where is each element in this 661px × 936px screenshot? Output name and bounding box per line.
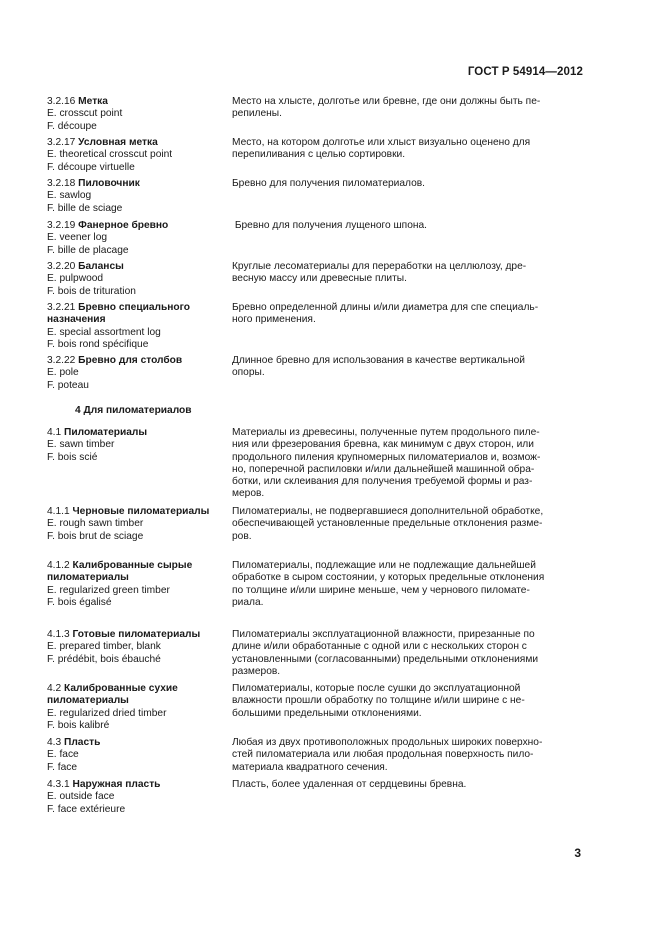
english-equivalent: E. rough sawn timber <box>47 518 144 530</box>
french-equivalent: F. bois kalibré <box>47 719 110 731</box>
term-column <box>47 355 229 392</box>
definition-line: продольного пиления крупномерных пиломатериалов и, возмож- <box>232 451 541 463</box>
definition-line: ного применения. <box>232 314 316 326</box>
definition-line: ния или фрезерования бревна, как минимум с двух сторон, или <box>232 439 534 451</box>
english-equivalent: E. crosscut point <box>47 108 123 120</box>
term-heading <box>47 302 229 314</box>
term-name: Условная метка <box>78 137 158 148</box>
definition-line: Бревно для получения пиломатериалов. <box>232 178 426 189</box>
term-heading <box>47 355 229 367</box>
standard-number-header: ГОСТ Р 54914—2012 <box>467 66 583 78</box>
term-heading <box>47 629 229 641</box>
definition <box>232 220 582 232</box>
french-equivalent: F. face <box>47 761 78 773</box>
definition-line: репилены. <box>232 108 282 120</box>
term-number: 4.2 <box>47 683 62 694</box>
definition <box>232 261 582 286</box>
term-column <box>47 302 229 351</box>
page-number: 3 <box>574 846 581 860</box>
french-equivalent: F. face extérieure <box>47 803 126 815</box>
french-equivalent: F. bille de placage <box>47 244 129 256</box>
definition <box>232 506 582 543</box>
definition-line: влажности прошли обработку по толщине и/или ширине с не- <box>232 695 525 707</box>
term-name: Пиломатериалы <box>64 427 148 438</box>
definition-line: Пиломатериалы эксплуатационной влажности, прирезанные по <box>232 629 535 640</box>
definition <box>232 178 582 190</box>
french-equivalent: F. bois de trituration <box>47 285 136 297</box>
term-heading <box>47 737 229 749</box>
french-equivalent: F. prédébit, bois ébauché <box>47 653 161 665</box>
term-name: Метка <box>78 96 108 107</box>
french-equivalent: F. bois égalisé <box>47 596 112 608</box>
term-number: 3.2.20 <box>47 261 76 272</box>
definition-line: Бревно определенной длины и/или диаметра для спе специаль- <box>232 302 539 313</box>
term-name-continued: пиломатериалы <box>47 572 129 584</box>
definition-line: ботки, или склеивания для получения требуемой формы и раз- <box>232 476 533 488</box>
definition <box>232 629 582 678</box>
section-title: 4 Для пиломатериалов <box>75 405 192 416</box>
definition <box>232 96 582 121</box>
term-column <box>47 427 229 464</box>
term-name-continued: пиломатериалы <box>47 695 129 707</box>
term-number: 3.2.19 <box>47 220 76 231</box>
term-heading <box>47 96 229 108</box>
term-column <box>47 137 229 174</box>
definition-line: Пиломатериалы, не подвергавшиеся дополнительной обработке, <box>232 506 544 517</box>
term-heading <box>47 261 229 273</box>
term-heading <box>47 178 229 190</box>
definition-line: материала квадратного сечения. <box>232 761 388 773</box>
english-equivalent: E. special assortment log <box>47 326 161 338</box>
term-name: Бревно специального <box>78 302 190 313</box>
term-name: Наружная пласть <box>72 779 161 790</box>
english-equivalent: E. sawlog <box>47 190 92 202</box>
term-column <box>47 220 229 257</box>
english-equivalent: E. regularized dried timber <box>47 707 167 719</box>
definition-line: Длинное бревно для использования в качестве вертикальной <box>232 355 525 366</box>
definition <box>232 302 582 327</box>
term-column <box>47 506 229 543</box>
definition-line: стей пиломатериала или любая продольная поверхность пило- <box>232 749 534 761</box>
term-column <box>47 779 229 816</box>
definition-line: размеров. <box>232 665 281 677</box>
french-equivalent: F. poteau <box>47 379 89 391</box>
term-column <box>47 560 229 609</box>
term-heading <box>47 683 229 695</box>
term-number: 3.2.18 <box>47 178 76 189</box>
term-name: Фанерное бревно <box>78 220 169 231</box>
definition <box>232 779 582 791</box>
term-column <box>47 96 229 133</box>
definition <box>232 427 582 501</box>
english-equivalent: E. face <box>47 749 79 761</box>
term-name: Балансы <box>78 261 124 272</box>
definition-line: большими предельными отклонениями. <box>232 707 422 719</box>
french-equivalent: F. bille de sciage <box>47 202 123 214</box>
definition-line: Пласть, более удаленная от сердцевины бревна. <box>232 779 467 790</box>
definition-line: но, поперечной распиловки и/или дальнейшей машинной обра- <box>232 463 535 475</box>
term-number: 3.2.17 <box>47 137 76 148</box>
term-number: 4.1 <box>47 427 62 438</box>
french-equivalent: F. bois brut de sciage <box>47 530 144 542</box>
term-heading <box>47 137 229 149</box>
definition <box>232 683 582 720</box>
definition-line: Любая из двух противоположных продольных широких поверхно- <box>232 737 543 748</box>
definition <box>232 737 582 774</box>
definition <box>232 137 582 162</box>
term-name: Бревно для столбов <box>78 355 183 366</box>
term-heading <box>47 220 229 232</box>
english-equivalent: E. sawn timber <box>47 439 115 451</box>
term-column <box>47 178 229 215</box>
english-equivalent: E. pulpwood <box>47 273 104 285</box>
definition-line: Пиломатериалы, подлежащие или не подлежащие дальнейшей <box>232 560 536 571</box>
definition-line: Место, на котором долготье или хлыст визуально оценено для <box>232 137 531 148</box>
term-column <box>47 737 229 774</box>
english-equivalent: E. outside face <box>47 791 115 803</box>
term-number: 3.2.16 <box>47 96 76 107</box>
definition-line: Материалы из древесины, полученные путем продольного пиле- <box>232 427 540 438</box>
term-column <box>47 261 229 298</box>
definition-line: Круглые лесоматериалы для переработки на целлюлозу, дре- <box>232 261 527 272</box>
english-equivalent: E. regularized green timber <box>47 584 170 596</box>
term-number: 4.3.1 <box>47 779 70 790</box>
english-equivalent: E. veener log <box>47 232 108 244</box>
definition-line: риала. <box>232 596 264 608</box>
term-number: 4.1.1 <box>47 506 70 517</box>
definition-line: обеспечивающей установленные предельные отклонения разме- <box>232 518 543 530</box>
term-name: Пласть <box>64 737 101 748</box>
definition-line: по толщине и/или ширине меньше, чем у чернового пиломате- <box>232 584 530 596</box>
definition-line: весную массу или древесные плиты. <box>232 273 407 285</box>
term-heading <box>47 560 229 572</box>
term-name: Готовые пиломатериалы <box>72 629 201 640</box>
term-name: Калиброванные сухие <box>64 683 178 694</box>
term-heading <box>47 427 229 439</box>
term-number: 4.3 <box>47 737 62 748</box>
definition-line: ров. <box>232 530 252 542</box>
definition-line: опоры. <box>232 367 265 379</box>
definition-line: Бревно для получения лущеного шпона. <box>232 220 427 231</box>
english-equivalent: E. prepared timber, blank <box>47 641 161 653</box>
term-number: 4.1.3 <box>47 629 70 640</box>
definition-line: установленными (согласованными) предельными отклонениями <box>232 653 539 665</box>
definition-line: Пиломатериалы, которые после сушки до эксплуатационной <box>232 683 521 694</box>
french-equivalent: F. découpe virtuelle <box>47 161 135 173</box>
term-name: Калиброванные сырые <box>72 560 193 571</box>
french-equivalent: F. découpe <box>47 120 97 132</box>
term-heading <box>47 779 229 791</box>
term-column <box>47 629 229 666</box>
french-equivalent: F. bois scié <box>47 451 98 463</box>
term-number: 4.1.2 <box>47 560 70 571</box>
english-equivalent: E. theoretical crosscut point <box>47 149 173 161</box>
definition-line: обработке в сыром состоянии, у которых предельные отклонения <box>232 572 545 584</box>
english-equivalent: E. pole <box>47 367 79 379</box>
term-name: Пиловочник <box>78 178 140 189</box>
term-number: 3.2.22 <box>47 355 76 366</box>
term-name-continued: назначения <box>47 314 106 326</box>
definition-line: меров. <box>232 488 265 500</box>
definition-line: Место на хлысте, долготье или бревне, где они должны быть пе- <box>232 96 541 107</box>
term-heading <box>47 506 229 518</box>
definition-line: длине и/или обработанные с одной или с нескольких сторон с <box>232 641 527 653</box>
french-equivalent: F. bois rond spécifique <box>47 338 149 350</box>
term-number: 3.2.21 <box>47 302 76 313</box>
definition <box>232 560 582 609</box>
definition-line: перепиливания с целью сортировки. <box>232 149 406 161</box>
term-name: Черновые пиломатериалы <box>72 506 210 517</box>
definition <box>232 355 582 380</box>
term-column <box>47 683 229 732</box>
